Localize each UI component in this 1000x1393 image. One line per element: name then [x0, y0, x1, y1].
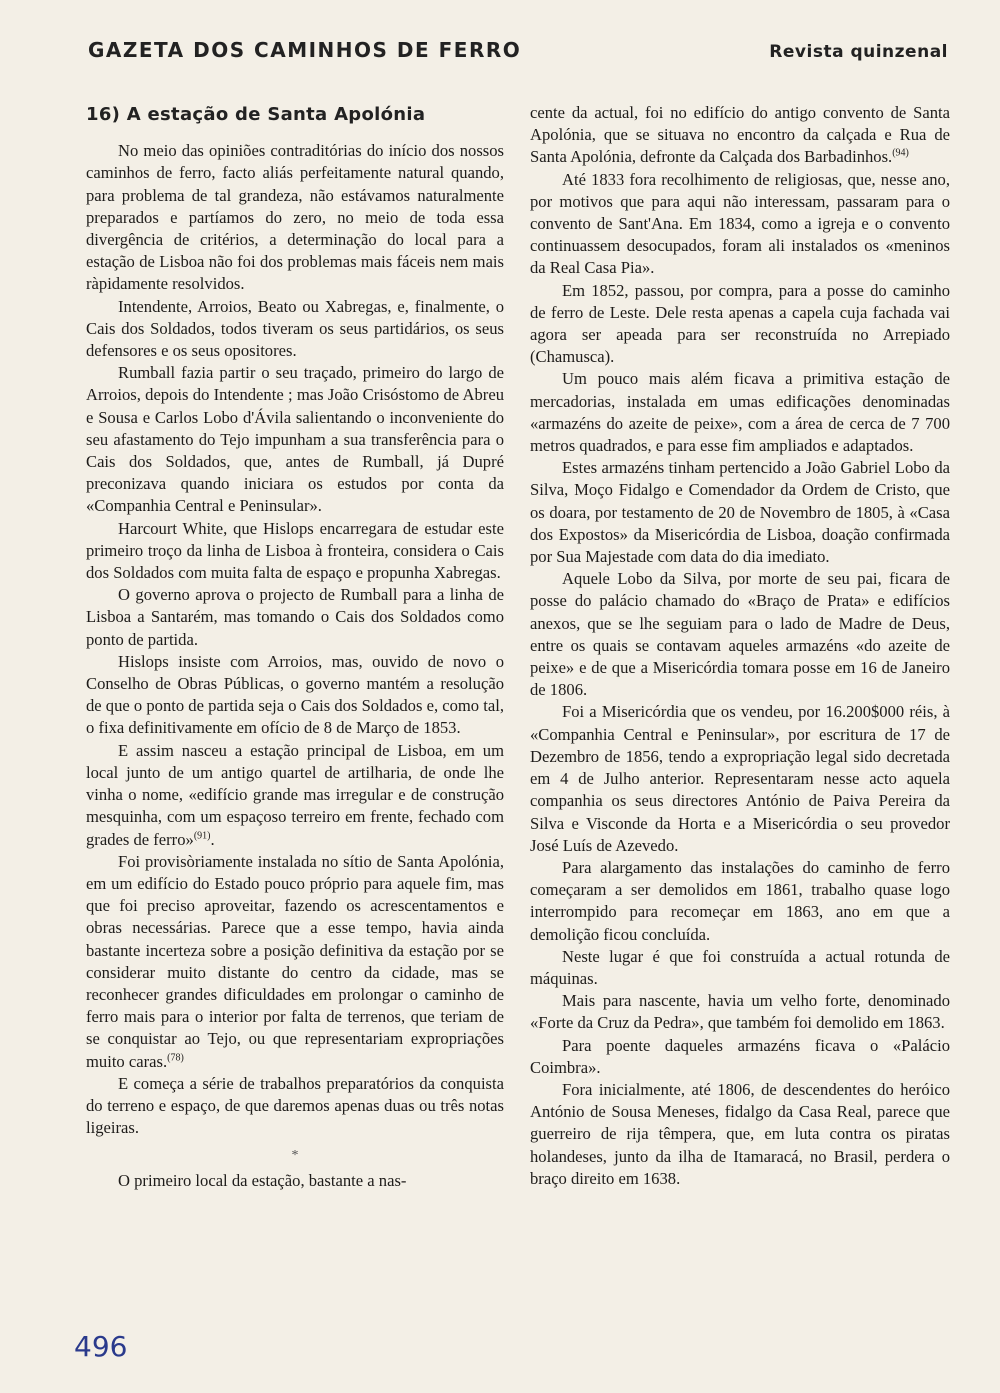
- paragraph-text: Aquele Lobo da Silva, por morte de seu pai, ficara de posse do palácio chamado do «Braço de Prata» e edifícios anexos, que se lhe seguiam para o lado de Madre de Deus, entre os quais se contavam aqueles armazéns «do azeite de peixe» e de que a Misericórdia tomara posse em 16 de Janeiro de 1806.: [530, 569, 950, 700]
- right-column: [530, 102, 950, 1190]
- footnote-ref: (94): [892, 147, 909, 159]
- paragraph: [530, 990, 950, 1034]
- paragraph-text: cente da actual, foi no edifício do antigo convento de Santa Apolónia, que se situava no encontro da calçada e Rua de Santa Apolónia, defronte da Calçada dos Barbadinhos.: [530, 103, 950, 167]
- paragraph: [86, 1073, 504, 1140]
- paragraph-text: Foi a Misericórdia que os vendeu, por 16.200$000 réis, à «Companhia Central e Peninsular», por escritura de 17 de Dezembro de 1856, tendo a expropriação legal sido decretada em 4 de Julho anterior. Representaram nesse acto aquela companhia os seus directores António de Paiva Pereira da Silva e Visconde da Horta e a Misericórdia o seu provedor José Luís de Azevedo.: [530, 702, 950, 855]
- paragraph-tail: .: [210, 829, 215, 849]
- paragraph: [530, 701, 950, 856]
- paragraph-text: Um pouco mais além ficava a primitiva estação de mercadorias, instalada em umas edificações denominadas «armazéns do azeite de peixe», com a área de cerca de 7 700 metros quadrados, e para esse fim ampliados e adaptados.: [530, 369, 950, 456]
- right-paragraphs: [530, 102, 950, 1190]
- paragraph-text: E começa a série de trabalhos preparatórios da conquista do terreno e espaço, de que daremos apenas duas ou três notas ligeiras.: [86, 1073, 504, 1138]
- paragraph-text: Harcourt White, que Hislops encarregara de estudar este primeiro troço da linha de Lisboa à fronteira, considera o Cais dos Soldados com muita falta de espaço e propunha Xabregas.: [86, 518, 504, 583]
- paragraph-text: Intendente, Arroios, Beato ou Xabregas, e, finalmente, o Cais dos Soldados, todos tiveram os seus partidários, os seus defensores e os seus opositores.: [86, 296, 504, 361]
- paragraph-text: Foi provisòriamente instalada no sítio de Santa Apolónia, em um edifício do Estado pouco próprio para aquele fim, mas que foi preciso aproveitar, fazendo os acrescentamentos e obras necessárias. Parece que a esse tempo, havia ainda bastante incerteza sobre a posição definitiva da estação por se considerar muito distante do centro da cidade, mas se reconhecer grandes dificuldades em prolongar o caminho de ferro mais para o interior por falta de terrenos, que teriam de se conquistar ao Tejo, ou que representariam expropriações muito caras.: [86, 851, 504, 1071]
- paragraph-text: Até 1833 fora recolhimento de religiosas, que, nesse ano, por motivos que para aqui não interessam, passaram para o convento de Sant'Ana. Em 1834, como a igreja e o convento continuassem desocupados, foram ali instalados os «meninos da Real Casa Pia».: [530, 169, 950, 278]
- paragraph-text: Hislops insiste com Arroios, mas, ouvido de novo o Conselho de Obras Públicas, o governo mantém a resolução de que o ponto de partida seja o Cais dos Soldados e, como tal, o fixa definitivamente em ofício de 8 de Março de 1853.: [86, 651, 504, 738]
- page-number: 496: [74, 1330, 128, 1363]
- paragraph: [86, 651, 504, 740]
- paragraph: [530, 568, 950, 701]
- paragraph: [86, 140, 504, 295]
- paragraph: [530, 280, 950, 369]
- paragraph-text: Estes armazéns tinham pertencido a João Gabriel Lobo da Silva, Moço Fidalgo e Comendador da Ordem de Cristo, que os doara, por testamento de 20 de Novembro de 1805, à «Casa dos Expostos» da Misericórdia de Lisboa, doação confirmada por Sua Majestade com data do dia imediato.: [530, 458, 950, 567]
- paragraph: [530, 368, 950, 457]
- paragraph-text: Em 1852, passou, por compra, para a posse do caminho de ferro de Leste. Dele resta apenas a capela cuja fachada vai agora ser apeada para ser reconstruída no Arrepiado (Chamusca).: [530, 280, 950, 367]
- paragraph-text: No meio das opiniões contraditórias do início dos nossos caminhos de ferro, facto aliás perfeitamente natural quando, para problema de tal grandeza, não estávamos naturalmente preparados e partíamos do zero, no meio de toda essa divergência de critérios, a determinação do local para a estação de Lisboa não foi dos problemas mais fáceis nem mais ràpidamente resolvidos.: [86, 141, 504, 294]
- section-heading: 16) A estação de Santa Apolónia: [86, 104, 426, 125]
- paragraph-text: Mais para nascente, havia um velho forte, denominado «Forte da Cruz da Pedra», que também foi demolido em 1863.: [530, 991, 950, 1033]
- journal-subtitle: Revista quinzenal: [769, 42, 948, 62]
- left-paragraphs: [86, 140, 504, 1139]
- paragraph: [86, 362, 504, 517]
- section-divider: *: [291, 1148, 299, 1164]
- paragraph: [530, 857, 950, 946]
- paragraph: [86, 584, 504, 651]
- paragraph: [86, 851, 504, 1073]
- paragraph-text: Rumball fazia partir o seu traçado, primeiro do largo de Arroios, depois do Intendente ; mas João Crisóstomo de Abreu e Sousa e Carlos Lobo d'Ávila salientando o inconveniente do seu afastamento do Tejo impunham a sua transferência para o Cais dos Soldados, que, antes de Rumball, já Dupré preconizava quando iniciara os estudos por conta da «Companhia Central e Peninsular».: [86, 363, 504, 516]
- journal-title: GAZETA DOS CAMINHOS DE FERRO: [88, 38, 522, 62]
- paragraph: [86, 518, 504, 585]
- paragraph: [530, 102, 950, 169]
- left-final-paragraph: O primeiro local da estação, bastante a nas-: [118, 1170, 407, 1190]
- page-header: [88, 38, 948, 68]
- paragraph-text: Para alargamento das instalações do caminho de ferro começaram a ser demolidos em 1861, trabalho quase logo interrompido para recomeçar em 1863, ano em que a demolição ficou concluída.: [530, 857, 950, 944]
- paragraph-text: Neste lugar é que foi construída a actual rotunda de máquinas.: [530, 946, 950, 988]
- paragraph-text: Fora inicialmente, até 1806, de descendentes do heróico António de Sousa Meneses, fidalgo da Casa Real, parece que guerreiro de rija têmpera, que, em luta contra os piratas holandeses, junto da ilha de Itamaracá, no Brasil, perdera o braço direito em 1638.: [530, 1079, 950, 1188]
- paragraph: [530, 946, 950, 990]
- footnote-ref: (78): [167, 1052, 184, 1063]
- paragraph-text: Para poente daqueles armazéns ficava o «Palácio Coimbra».: [530, 1035, 950, 1077]
- paragraph: [530, 1035, 950, 1079]
- paragraph-text: O governo aprova o projecto de Rumball para a linha de Lisboa a Santarém, mas tomando o Cais dos Soldados como ponto de partida.: [86, 585, 504, 649]
- left-column: [86, 98, 504, 1192]
- paragraph: [86, 296, 504, 363]
- footnote-ref: (91): [193, 829, 211, 841]
- paragraph: [530, 1079, 950, 1190]
- paragraph: [530, 169, 950, 280]
- paragraph: [86, 740, 504, 851]
- paragraph: [530, 457, 950, 568]
- paragraph-text: E assim nasceu a estação principal de Lisboa, em um local junto de um antigo quartel de artilharia, de onde lhe vinha o nome, «edifício grande mas irregular e de construção mesquinha, com um espaçoso terreiro em frente, fechado com grades de ferro»: [86, 740, 504, 849]
